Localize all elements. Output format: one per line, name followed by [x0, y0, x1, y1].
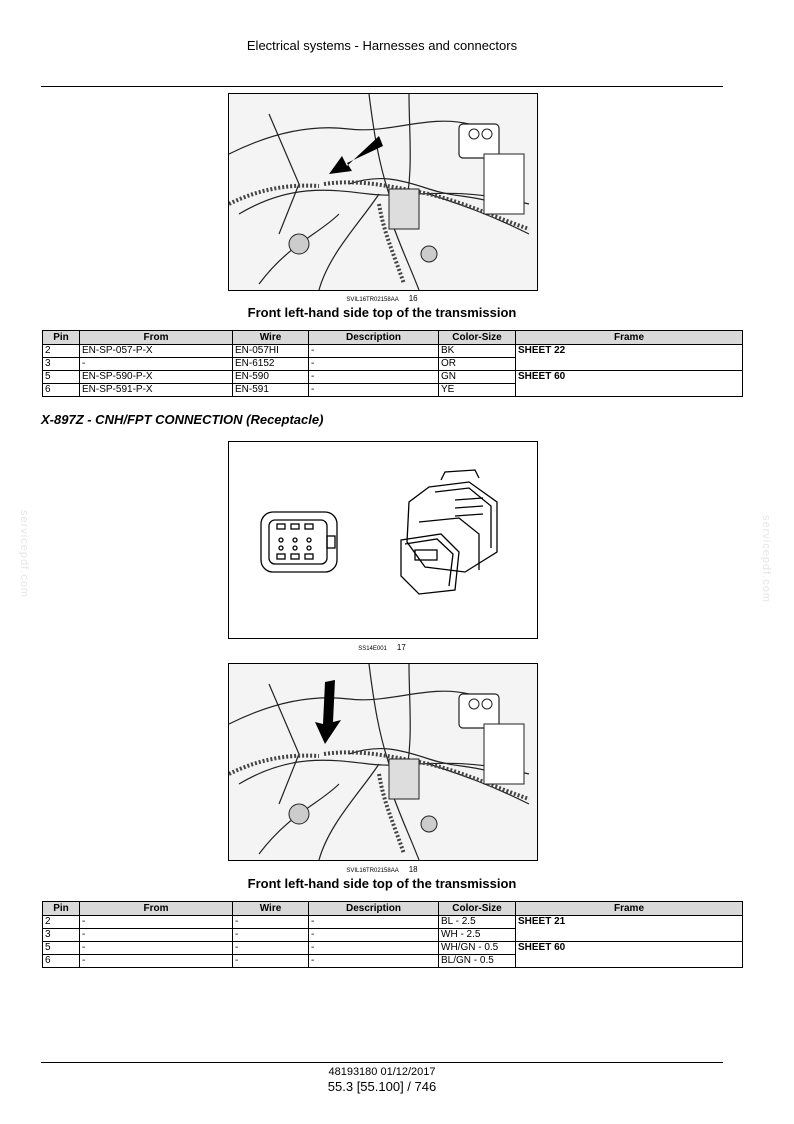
figure-18-ref-code: SVIL16TR02158AA	[346, 868, 399, 874]
cell-from: EN-SP-590-P-X	[80, 371, 233, 384]
cell-color-size: GN	[439, 371, 516, 384]
figure-17-ref-code: SS14E001	[358, 646, 387, 652]
column-header-from: From	[80, 331, 233, 345]
connector-figure-17	[228, 441, 538, 639]
cell-color-size: BL - 2.5	[439, 916, 516, 929]
cell-from: -	[80, 358, 233, 371]
cell-wire: EN-057HI	[233, 345, 309, 358]
cell-wire: -	[233, 942, 309, 955]
column-header-frame: Frame	[516, 902, 743, 916]
column-header-frame: Frame	[516, 331, 743, 345]
cell-pin: 6	[43, 955, 80, 968]
cell-from: -	[80, 929, 233, 942]
figure-16-number: 16	[408, 294, 418, 303]
cell-color-size: OR	[439, 358, 516, 371]
cell-frame: SHEET 60	[516, 371, 743, 397]
cell-frame: SHEET 22	[516, 345, 743, 371]
cell-wire: EN-591	[233, 384, 309, 397]
figure-16-ref-code: SVIL16TR02158AA	[346, 297, 399, 303]
column-header-wire: Wire	[233, 902, 309, 916]
table-row	[43, 916, 743, 929]
cell-description: -	[309, 371, 439, 384]
table-row	[43, 345, 743, 358]
footer-rule	[41, 1062, 723, 1063]
engine-photo-figure-18	[228, 663, 538, 861]
cell-pin: 2	[43, 916, 80, 929]
engine-harness-illustration	[229, 94, 537, 290]
cell-frame: SHEET 60	[516, 942, 743, 968]
column-header-from: From	[80, 902, 233, 916]
cell-frame: SHEET 21	[516, 916, 743, 942]
cell-pin: 2	[43, 345, 80, 358]
cell-color-size: WH - 2.5	[439, 929, 516, 942]
figure-18-reference	[232, 865, 532, 874]
watermark-left: servicepdf.com	[18, 510, 30, 598]
cell-from: -	[80, 942, 233, 955]
cell-color-size: YE	[439, 384, 516, 397]
table-row	[43, 371, 743, 384]
cell-color-size: BL/GN - 0.5	[439, 955, 516, 968]
footer-doc-number: 48193180 01/12/2017	[328, 1066, 436, 1078]
engine-photo-figure-16	[228, 93, 538, 291]
cell-wire: -	[233, 929, 309, 942]
column-header-description: Description	[309, 902, 439, 916]
cell-description: -	[309, 345, 439, 358]
column-header-pin: Pin	[43, 331, 80, 345]
figure-16-reference	[232, 294, 532, 303]
pin-table-1	[42, 330, 743, 397]
cell-from: -	[80, 955, 233, 968]
cell-pin: 5	[43, 942, 80, 955]
cell-pin: 5	[43, 371, 80, 384]
cell-from: -	[80, 916, 233, 929]
figure-18-number: 18	[408, 865, 418, 874]
table-header-row	[43, 902, 743, 916]
pin-table-2	[42, 901, 743, 968]
cell-from: EN-SP-057-P-X	[80, 345, 233, 358]
table-row	[43, 942, 743, 955]
cell-description: -	[309, 955, 439, 968]
section-title: X-897Z - CNH/FPT CONNECTION (Receptacle)	[41, 412, 324, 427]
cell-description: -	[309, 384, 439, 397]
column-header-wire: Wire	[233, 331, 309, 345]
cell-description: -	[309, 916, 439, 929]
figure-17-number: 17	[396, 643, 406, 652]
figure-18-caption: Front left-hand side top of the transmission	[247, 876, 517, 891]
cell-description: -	[309, 358, 439, 371]
cell-wire: -	[233, 955, 309, 968]
cell-pin: 3	[43, 929, 80, 942]
footer-page-number: 55.3 [55.100] / 746	[327, 1079, 437, 1094]
column-header-pin: Pin	[43, 902, 80, 916]
watermark-right: servicepdf.com	[760, 515, 772, 603]
page-header-title: Electrical systems - Harnesses and connectors	[246, 38, 518, 53]
column-header-color-size: Color-Size	[439, 331, 516, 345]
figure-17-reference	[232, 643, 532, 652]
cell-from: EN-SP-591-P-X	[80, 384, 233, 397]
column-header-color-size: Color-Size	[439, 902, 516, 916]
engine-harness-illustration-2	[229, 664, 537, 860]
column-header-description: Description	[309, 331, 439, 345]
connector-illustration	[229, 442, 537, 638]
cell-wire: -	[233, 916, 309, 929]
cell-pin: 3	[43, 358, 80, 371]
header-rule	[41, 86, 723, 87]
cell-description: -	[309, 929, 439, 942]
table-header-row	[43, 331, 743, 345]
figure-16-caption: Front left-hand side top of the transmission	[247, 305, 517, 320]
cell-wire: EN-590	[233, 371, 309, 384]
cell-color-size: BK	[439, 345, 516, 358]
cell-pin: 6	[43, 384, 80, 397]
cell-color-size: WH/GN - 0.5	[439, 942, 516, 955]
cell-wire: EN-6152	[233, 358, 309, 371]
cell-description: -	[309, 942, 439, 955]
